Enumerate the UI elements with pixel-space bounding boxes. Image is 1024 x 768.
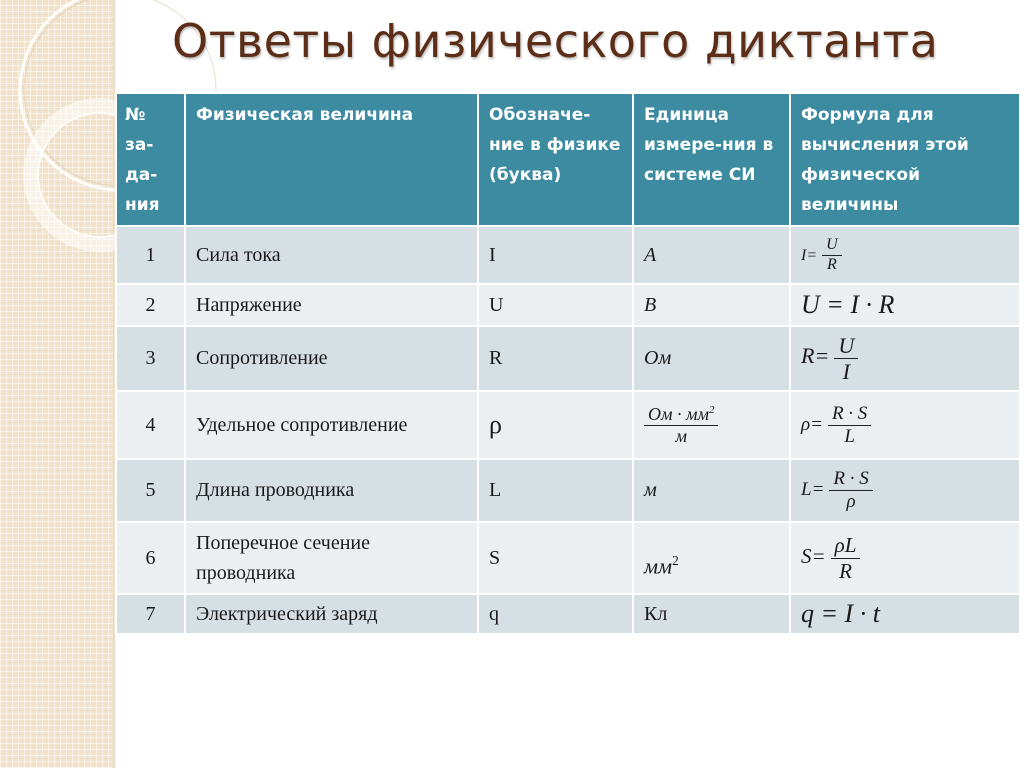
cell-quantity: Удельное сопротивление xyxy=(185,391,478,459)
cell-formula: ρ= $\frac{R \cdot S}{L}$ xyxy=(790,391,1020,459)
table-row xyxy=(116,326,1020,391)
cell-formula xyxy=(790,594,1020,634)
cell-num: 6 xyxy=(116,522,185,594)
unit-numerator: Ом · мм xyxy=(648,403,709,424)
cell-num: 7 xyxy=(116,594,185,634)
decorative-side-strip xyxy=(0,0,113,768)
unit-denominator: м xyxy=(675,425,687,446)
formula-fraction xyxy=(831,533,861,582)
formula-numerator: R · S xyxy=(833,468,869,490)
formula-denominator: I xyxy=(842,359,850,384)
formula-denominator: L xyxy=(844,425,855,447)
cell-symbol: L xyxy=(478,459,633,522)
cell-symbol: I xyxy=(478,226,633,284)
table-row xyxy=(116,522,1020,594)
formula-numerator: R · S xyxy=(831,402,868,424)
cell-num: 2 xyxy=(116,284,185,326)
unit-numerator-exponent: 2 xyxy=(708,403,715,416)
formula-lhs: S xyxy=(801,543,812,568)
cell-num: 4 xyxy=(116,391,185,459)
cell-unit: Ом xyxy=(633,326,790,391)
answers-table xyxy=(115,92,1021,635)
formula-text: q = I · t xyxy=(801,599,880,628)
cell-quantity: Электрический заряд xyxy=(185,594,478,634)
cell-num: 5 xyxy=(116,459,185,522)
cell-unit: Кл xyxy=(633,594,790,634)
cell-symbol: R xyxy=(478,326,633,391)
unit-fraction xyxy=(644,404,718,446)
cell-quantity: Напряжение xyxy=(185,284,478,326)
formula-lhs: R xyxy=(801,343,815,369)
formula-fraction xyxy=(828,403,871,448)
formula-denominator: ρ xyxy=(846,491,856,512)
unit-base: мм xyxy=(644,553,673,579)
header-formula: Формула для вычисления этой физической величины xyxy=(790,93,1020,226)
table-row xyxy=(116,594,1020,634)
formula-lhs: I xyxy=(801,246,807,264)
formula-denominator: R xyxy=(827,255,837,273)
cell-quantity: Сила тока xyxy=(185,226,478,284)
formula-text: U = I · R xyxy=(801,290,895,319)
cell-symbol: U xyxy=(478,284,633,326)
cell-num: 1 xyxy=(116,226,185,284)
table-row xyxy=(116,459,1020,522)
table-row xyxy=(116,226,1020,284)
formula-fraction xyxy=(834,333,858,385)
unit-exponent: 2 xyxy=(672,552,679,568)
header-unit: Единица измере-ния в системе СИ xyxy=(633,93,790,226)
cell-formula: I= $\frac{U}{R}$ xyxy=(790,226,1020,284)
formula-numerator: ρL xyxy=(834,533,857,558)
cell-unit: В xyxy=(633,284,790,326)
page-title: Ответы физического диктанта xyxy=(172,14,939,68)
cell-formula: S= $\frac{\rho L}{R}$ xyxy=(790,522,1020,594)
cell-unit: м xyxy=(633,459,790,522)
table-header-row xyxy=(116,93,1020,226)
formula-numerator: U xyxy=(838,332,855,358)
header-symbol: Обозначе-ние в физике (буква) xyxy=(478,93,633,226)
cell-num: 3 xyxy=(116,326,185,391)
table-row xyxy=(116,284,1020,326)
cell-formula xyxy=(790,284,1020,326)
formula-numerator: U xyxy=(826,236,838,254)
formula-lhs: L xyxy=(801,479,812,501)
formula-lhs: ρ xyxy=(801,413,811,435)
formula-denominator: R xyxy=(839,558,852,583)
cell-symbol: q xyxy=(478,594,633,634)
cell-unit: А xyxy=(633,226,790,284)
table-row xyxy=(116,391,1020,459)
header-num: № за-да-ния xyxy=(116,93,185,226)
cell-symbol: S xyxy=(478,522,633,594)
formula-fraction xyxy=(829,468,872,513)
cell-symbol xyxy=(478,391,633,459)
symbol-rho: ρ xyxy=(489,410,502,439)
cell-quantity: Длина проводника xyxy=(185,459,478,522)
cell-formula: R= $\frac{U}{I}$ xyxy=(790,326,1020,391)
formula-fraction xyxy=(822,236,842,274)
cell-formula: L= $\frac{R \cdot S}{\rho}$ xyxy=(790,459,1020,522)
cell-unit xyxy=(633,391,790,459)
cell-quantity: Сопротивление xyxy=(185,326,478,391)
header-quantity: Физическая величина xyxy=(185,93,478,226)
cell-quantity: Поперечное сечение проводника xyxy=(185,522,478,594)
cell-unit xyxy=(633,522,790,594)
